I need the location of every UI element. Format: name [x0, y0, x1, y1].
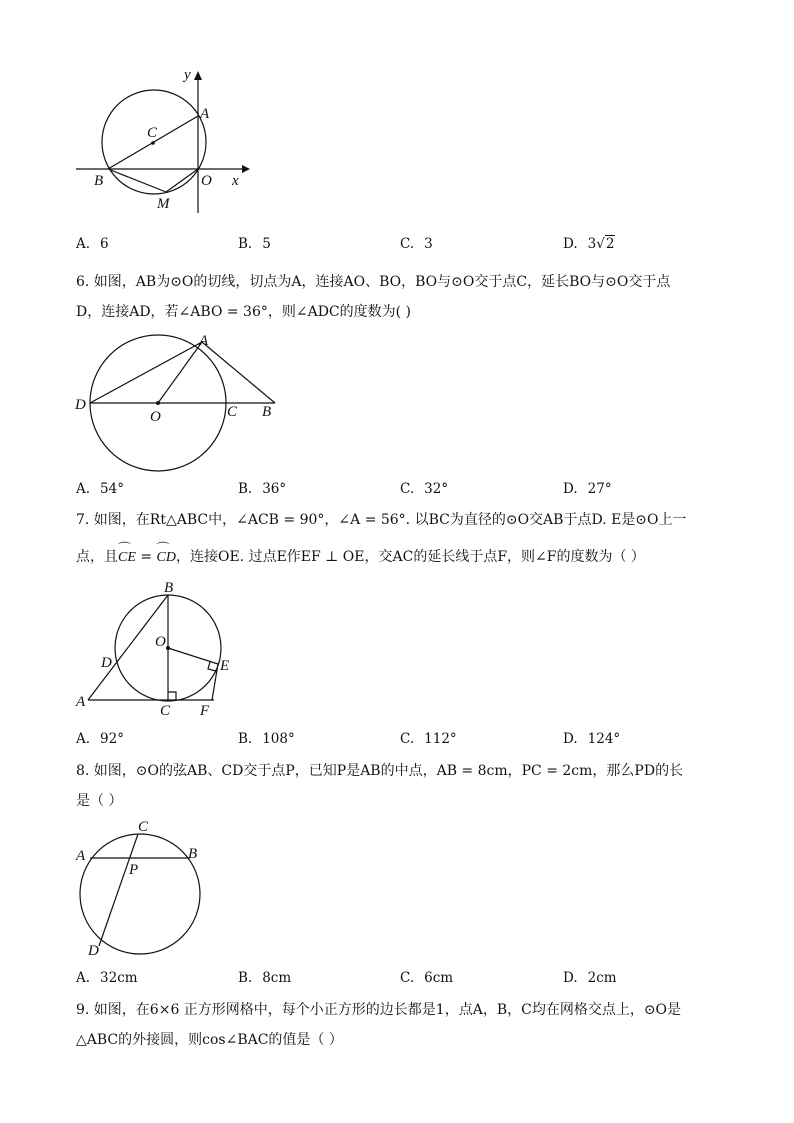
segment-ef	[212, 664, 218, 700]
q8-question-line2: 是（ ）	[76, 793, 123, 809]
x-axis-arrow	[242, 165, 250, 173]
q7-option-d: D. 124°	[563, 731, 621, 747]
label-c: C	[147, 125, 158, 141]
label-c: C	[160, 703, 171, 719]
label-b: B	[188, 846, 198, 862]
segment-oa	[158, 342, 202, 403]
chord-cd	[99, 834, 138, 946]
q7-option-a: A. 92°	[76, 731, 124, 747]
label-c: C	[138, 819, 149, 835]
q8-question-line1: 8. 如图，⊙O的弦AB、CD交于点P，已知P是AB的中点，AB = 8cm，PC = 2cm，那么PD的长	[76, 763, 684, 779]
label-b: B	[262, 404, 272, 420]
q6-question-line1: 6. 如图，AB为⊙O的切线，切点为A，连接AO、BO，BO与⊙O交于点C，延长BO与⊙O交于点	[76, 274, 671, 290]
q7-question-line2: 点，且⌒ CE = ⌒ CD，连接OE. 过点E作EF ⊥ OE，交AC的延长线于点F，则∠F的度数为（ ）	[76, 547, 645, 568]
q5-option-a: A. 6	[76, 236, 109, 252]
q8-option-c: C. 6cm	[400, 970, 454, 986]
q7-option-b: B. 108°	[238, 731, 295, 747]
q5-option-b: B. 5	[238, 236, 271, 252]
figure-q5-circle-coordinate	[70, 60, 260, 230]
label-a: A	[76, 694, 86, 710]
segment-mo	[166, 169, 198, 192]
y-axis-arrow	[194, 71, 202, 80]
segment-ab	[202, 342, 275, 403]
figure-q8-intersecting-chords	[70, 816, 220, 966]
q6-option-a: A. 54°	[76, 481, 124, 497]
label-f: F	[200, 703, 210, 719]
label-y: y	[184, 67, 191, 83]
label-e: E	[220, 658, 230, 674]
label-m: M	[157, 196, 170, 212]
q9-question-line2: △ABC的外接圆，则cos∠BAC的值是（ ）	[76, 1032, 343, 1048]
label-d: D	[88, 943, 99, 959]
label-p: P	[129, 862, 139, 878]
center-point-o	[156, 401, 160, 405]
q7-question-line1: 7. 如图，在Rt△ABC中，∠ACB = 90°，∠A = 56°. 以BC为直径的⊙O交AB于点D. E是⊙O上一	[76, 512, 687, 528]
arc-cd: ⌒ CD	[157, 550, 176, 565]
q5-option-c: C. 3	[400, 236, 433, 252]
segment-da	[90, 342, 202, 403]
q8-option-a: A. 32cm	[76, 970, 138, 986]
arc-ce: ⌒ CE	[118, 550, 136, 565]
segment-bm	[108, 169, 166, 192]
sqrt-symbol: √2	[596, 236, 615, 252]
figure-q6-tangent	[70, 330, 290, 490]
label-x: x	[232, 173, 239, 189]
q9-question-line1: 9. 如图，在6×6 正方形网格中，每个小正方形的边长都是1，点A，B，C均在网格交点上，⊙O是	[76, 1002, 682, 1018]
label-b: B	[164, 580, 174, 596]
center-point-o	[166, 646, 170, 650]
figure-q7-right-triangle-circle	[70, 578, 250, 723]
label-o: O	[155, 634, 166, 650]
q6-option-d: D. 27°	[563, 481, 612, 497]
label-a: A	[200, 106, 210, 122]
q6-question-line2: D，连接AD，若∠ABO = 36°，则∠ADC的度数为( )	[76, 304, 412, 320]
segment-oe	[168, 648, 218, 664]
label-a: A	[76, 848, 86, 864]
q6-option-b: B. 36°	[238, 481, 287, 497]
q8-option-b: B. 8cm	[238, 970, 292, 986]
label-a: A	[199, 333, 209, 349]
label-o: O	[201, 173, 212, 189]
circle-o	[80, 834, 200, 954]
right-angle-c	[168, 692, 176, 700]
label-b: B	[94, 173, 104, 189]
label-o: O	[150, 409, 161, 425]
q8-option-d: D. 2cm	[563, 970, 617, 986]
q5-option-d: D. 3√2	[563, 236, 615, 252]
center-point-c	[151, 141, 155, 145]
label-d: D	[101, 655, 112, 671]
label-c: C	[227, 404, 238, 420]
q6-option-c: C. 32°	[400, 481, 449, 497]
label-d: D	[75, 397, 86, 413]
q7-option-c: C. 112°	[400, 731, 457, 747]
